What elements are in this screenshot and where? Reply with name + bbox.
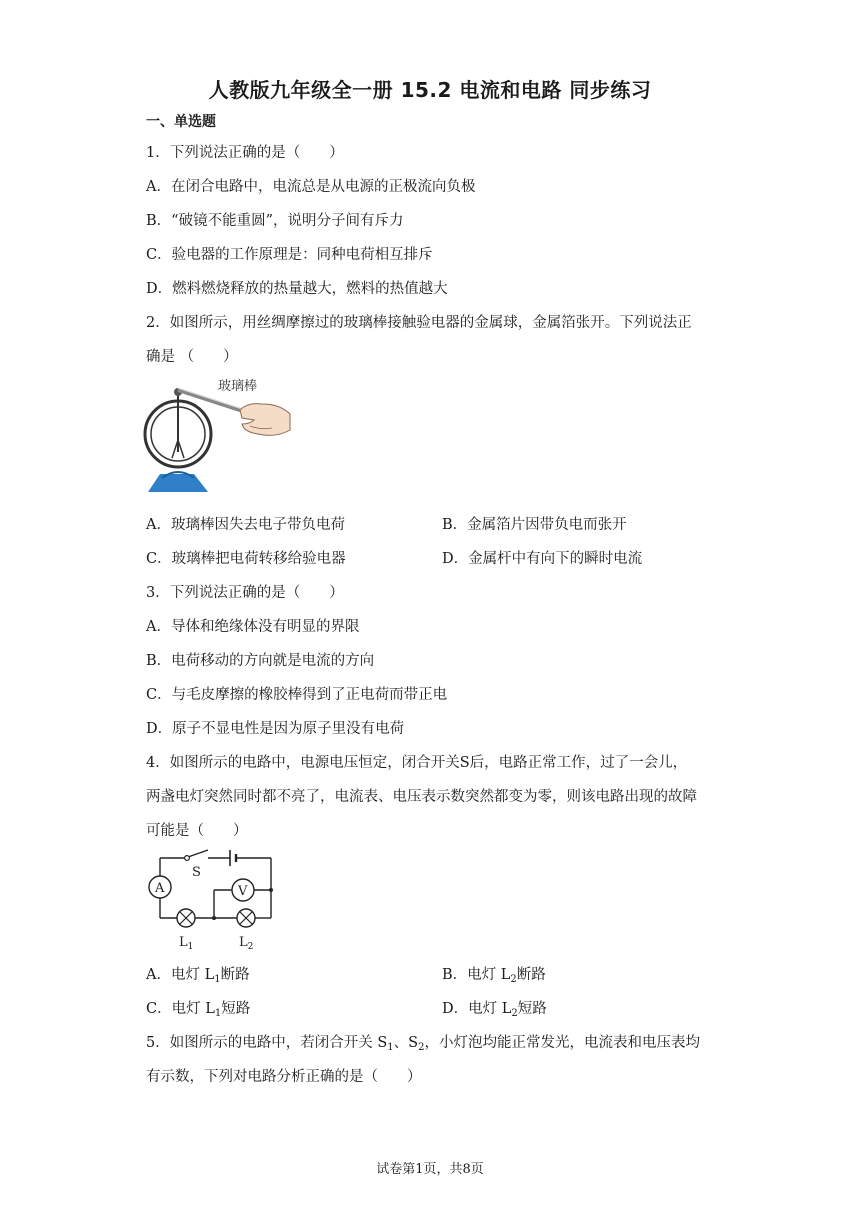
hand: [240, 404, 290, 436]
q3-stem: 3．下列说法正确的是（ ）: [146, 585, 344, 601]
page-footer: 试卷第1页，共8页: [376, 1162, 484, 1177]
switch-label: S: [192, 865, 201, 880]
electroscope-figure: [140, 374, 300, 498]
switch-pivot: [185, 856, 190, 861]
q1-option-a: A．在闭合电路中，电流总是从电源的正极流向负极: [146, 179, 476, 195]
q2-option-d: D．金属杆中有向下的瞬时电流: [442, 551, 643, 567]
q2-stem-line2: 确是 （ ）: [146, 349, 238, 365]
glass-rod-label: 玻璃棒: [218, 379, 258, 394]
q4-option-d: D．电灯 $L_2$短路: [442, 1001, 547, 1019]
q2-option-c: C．玻璃棒把电荷转移给验电器: [146, 551, 346, 567]
circuit-figure-q4: [144, 846, 284, 954]
lamp-l1-symbol: [177, 909, 195, 927]
q1-stem: 1．下列说法正确的是（ ）: [146, 145, 344, 161]
q1-option-d: D．燃料燃烧释放的热量越大，燃料的热值越大: [146, 281, 448, 297]
q5-stem-line2: 有示数，下列对电路分析正确的是（ ）: [146, 1069, 422, 1085]
q2-option-b: B．金属箔片因带负电而张开: [442, 517, 627, 533]
q4-stem-line1: 4．如图所示的电路中，电源电压恒定，闭合开关S后，电路正常工作，过了一会儿，: [146, 755, 688, 771]
switch-blade: [188, 850, 208, 857]
q2-option-a: A．玻璃棒因失去电子带负电荷: [146, 517, 345, 533]
q4-stem-line2: 两盏电灯突然同时都不亮了，电流表、电压表示数突然都变为零，则该电路出现的故障: [146, 789, 697, 805]
q1-option-c: C．验电器的工作原理是：同种电荷相互排斥: [146, 247, 433, 263]
electroscope-base: [148, 474, 208, 492]
junction-dot: [212, 916, 216, 920]
q4-option-b: B．电灯 $L_2$断路: [442, 967, 546, 985]
q3-option-b: B．电荷移动的方向就是电流的方向: [146, 653, 375, 669]
q5-stem-line1: 5．如图所示的电路中，若闭合开关 $S_1$、$S_2$，小灯泡均能正常发光，电流表和电压表均: [146, 1035, 700, 1053]
page-title: 人教版九年级全一册 15.2 电流和电路 同步练习: [208, 78, 652, 102]
lamp-l2-symbol: [237, 909, 255, 927]
lamp-l2-label: $L_2$: [239, 935, 254, 952]
voltmeter-label: V: [238, 884, 248, 899]
q1-option-b: B．“破镜不能重圆”，说明分子间有斥力: [146, 213, 404, 229]
lamp-l1-label: $L_1$: [179, 935, 194, 952]
q3-option-a: A．导体和绝缘体没有明显的界限: [146, 619, 360, 635]
q2-stem-line1: 2．如图所示，用丝绸摩擦过的玻璃棒接触验电器的金属球，金属箔张开。下列说法正: [146, 315, 692, 331]
q3-option-d: D．原子不显电性是因为原子里没有电荷: [146, 721, 405, 737]
q3-option-c: C．与毛皮摩擦的橡胶棒得到了正电荷而带正电: [146, 687, 448, 703]
section-heading: 一、单选题: [146, 114, 216, 130]
q4-stem-line3: 可能是（ ）: [146, 823, 248, 839]
q4-option-a: A．电灯 $L_1$断路: [146, 967, 250, 985]
ammeter-label: A: [155, 881, 165, 896]
junction-dot: [269, 888, 273, 892]
q4-option-c: C．电灯 $L_1$短路: [146, 1001, 251, 1019]
